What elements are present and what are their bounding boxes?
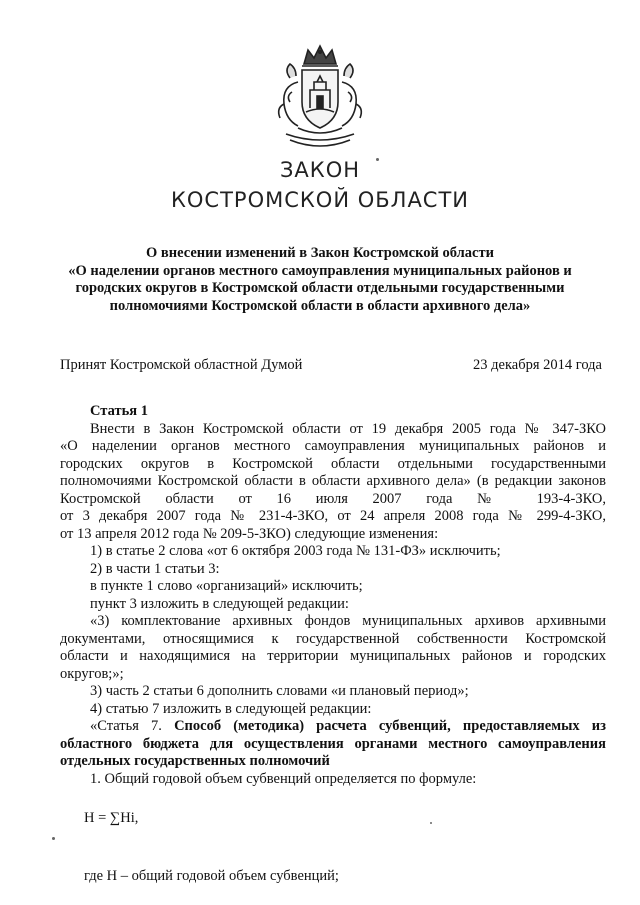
list-subitem: пункт 3 изложить в следующей редакции: (90, 595, 349, 612)
list-item: 4) статью 7 изложить в следующей редакции: (90, 700, 372, 717)
list-item: 1) в статье 2 слова «от 6 октября 2003 года № 131-ФЗ» исключить; (90, 543, 501, 559)
coat-of-arms-icon (268, 42, 372, 154)
paragraph-line: от 3 декабря 2007 года № 231-4-ЗКО, от 24 апреля 2008 года № 299-4-ЗКО, (60, 508, 606, 524)
scan-speck (430, 822, 432, 824)
article7-title-line: отдельных государственных полномочий (60, 753, 330, 769)
scan-speck (52, 837, 55, 840)
adoption-date: 23 декабря 2014 года (473, 357, 602, 373)
article7-title: Способ (методика) расчета субвенций, предоставляемых из (174, 718, 606, 734)
article7-heading-line (60, 718, 606, 736)
paragraph-line: «О наделении органов местного самоуправления муниципальных районов и (60, 438, 606, 454)
quote-line: округов;»; (60, 665, 124, 682)
paragraph-line: от 13 апреля 2012 года № 209-5-ЗКО) следующие изменения: (60, 525, 439, 542)
subtitle-line: полномочиями Костромской области в области архивного дела» (109, 297, 531, 314)
paragraph-line: 1. Общий годовой объем субвенций определяется по формуле: (90, 770, 477, 787)
subtitle-line: городских округов в Костромской области отдельными государственными (75, 280, 565, 296)
quote-line: документами, относящимися к государственной собственности Костромской (60, 630, 606, 647)
law-region-title: КОСТРОМСКОЙ ОБЛАСТИ (170, 188, 470, 212)
paragraph-line: полномочиями Костромской области в области архивного дела» (в редакции законов (60, 473, 606, 489)
scan-speck (376, 158, 379, 161)
list-item: 3) часть 2 статьи 6 дополнить словами «и плановый период»; (90, 683, 469, 699)
quote-line: «3) комплектование архивных фондов муниципальных архивов архивными (90, 613, 606, 629)
law-title: ЗАКОН (279, 158, 361, 182)
adoption-text: Принят Костромской областной Думой (60, 357, 303, 373)
list-subitem: в пункте 1 слово «организаций» исключить; (90, 578, 363, 594)
quote-line: области и находящимися на территории муниципальных районов и городских (60, 648, 606, 664)
article-heading: Статья 1 (90, 403, 148, 419)
article7-prefix: «Статья 7. (90, 718, 162, 734)
document-body (60, 403, 606, 885)
list-item: 2) в части 1 статьи 3: (90, 560, 220, 577)
article7-title-line: областного бюджета для осуществления органами местного самоуправления (60, 735, 606, 752)
paragraph-line: Костромской области от 16 июля 2007 года № 193-4-ЗКО, (60, 490, 606, 507)
subtitle-line: О внесении изменений в Закон Костромской области (146, 245, 494, 261)
paragraph-line: Внести в Закон Костромской области от 19 декабря 2005 года № 347-ЗКО (90, 420, 606, 437)
formula: Н = ∑Нi, (84, 810, 139, 826)
law-subtitle (40, 245, 600, 315)
formula-explanation: где Н – общий годовой объем субвенций; (84, 867, 339, 884)
subtitle-line: «О наделении органов местного самоуправления муниципальных районов и (68, 262, 572, 279)
paragraph-line: городских округов в Костромской области отдельными государственными (60, 455, 606, 472)
